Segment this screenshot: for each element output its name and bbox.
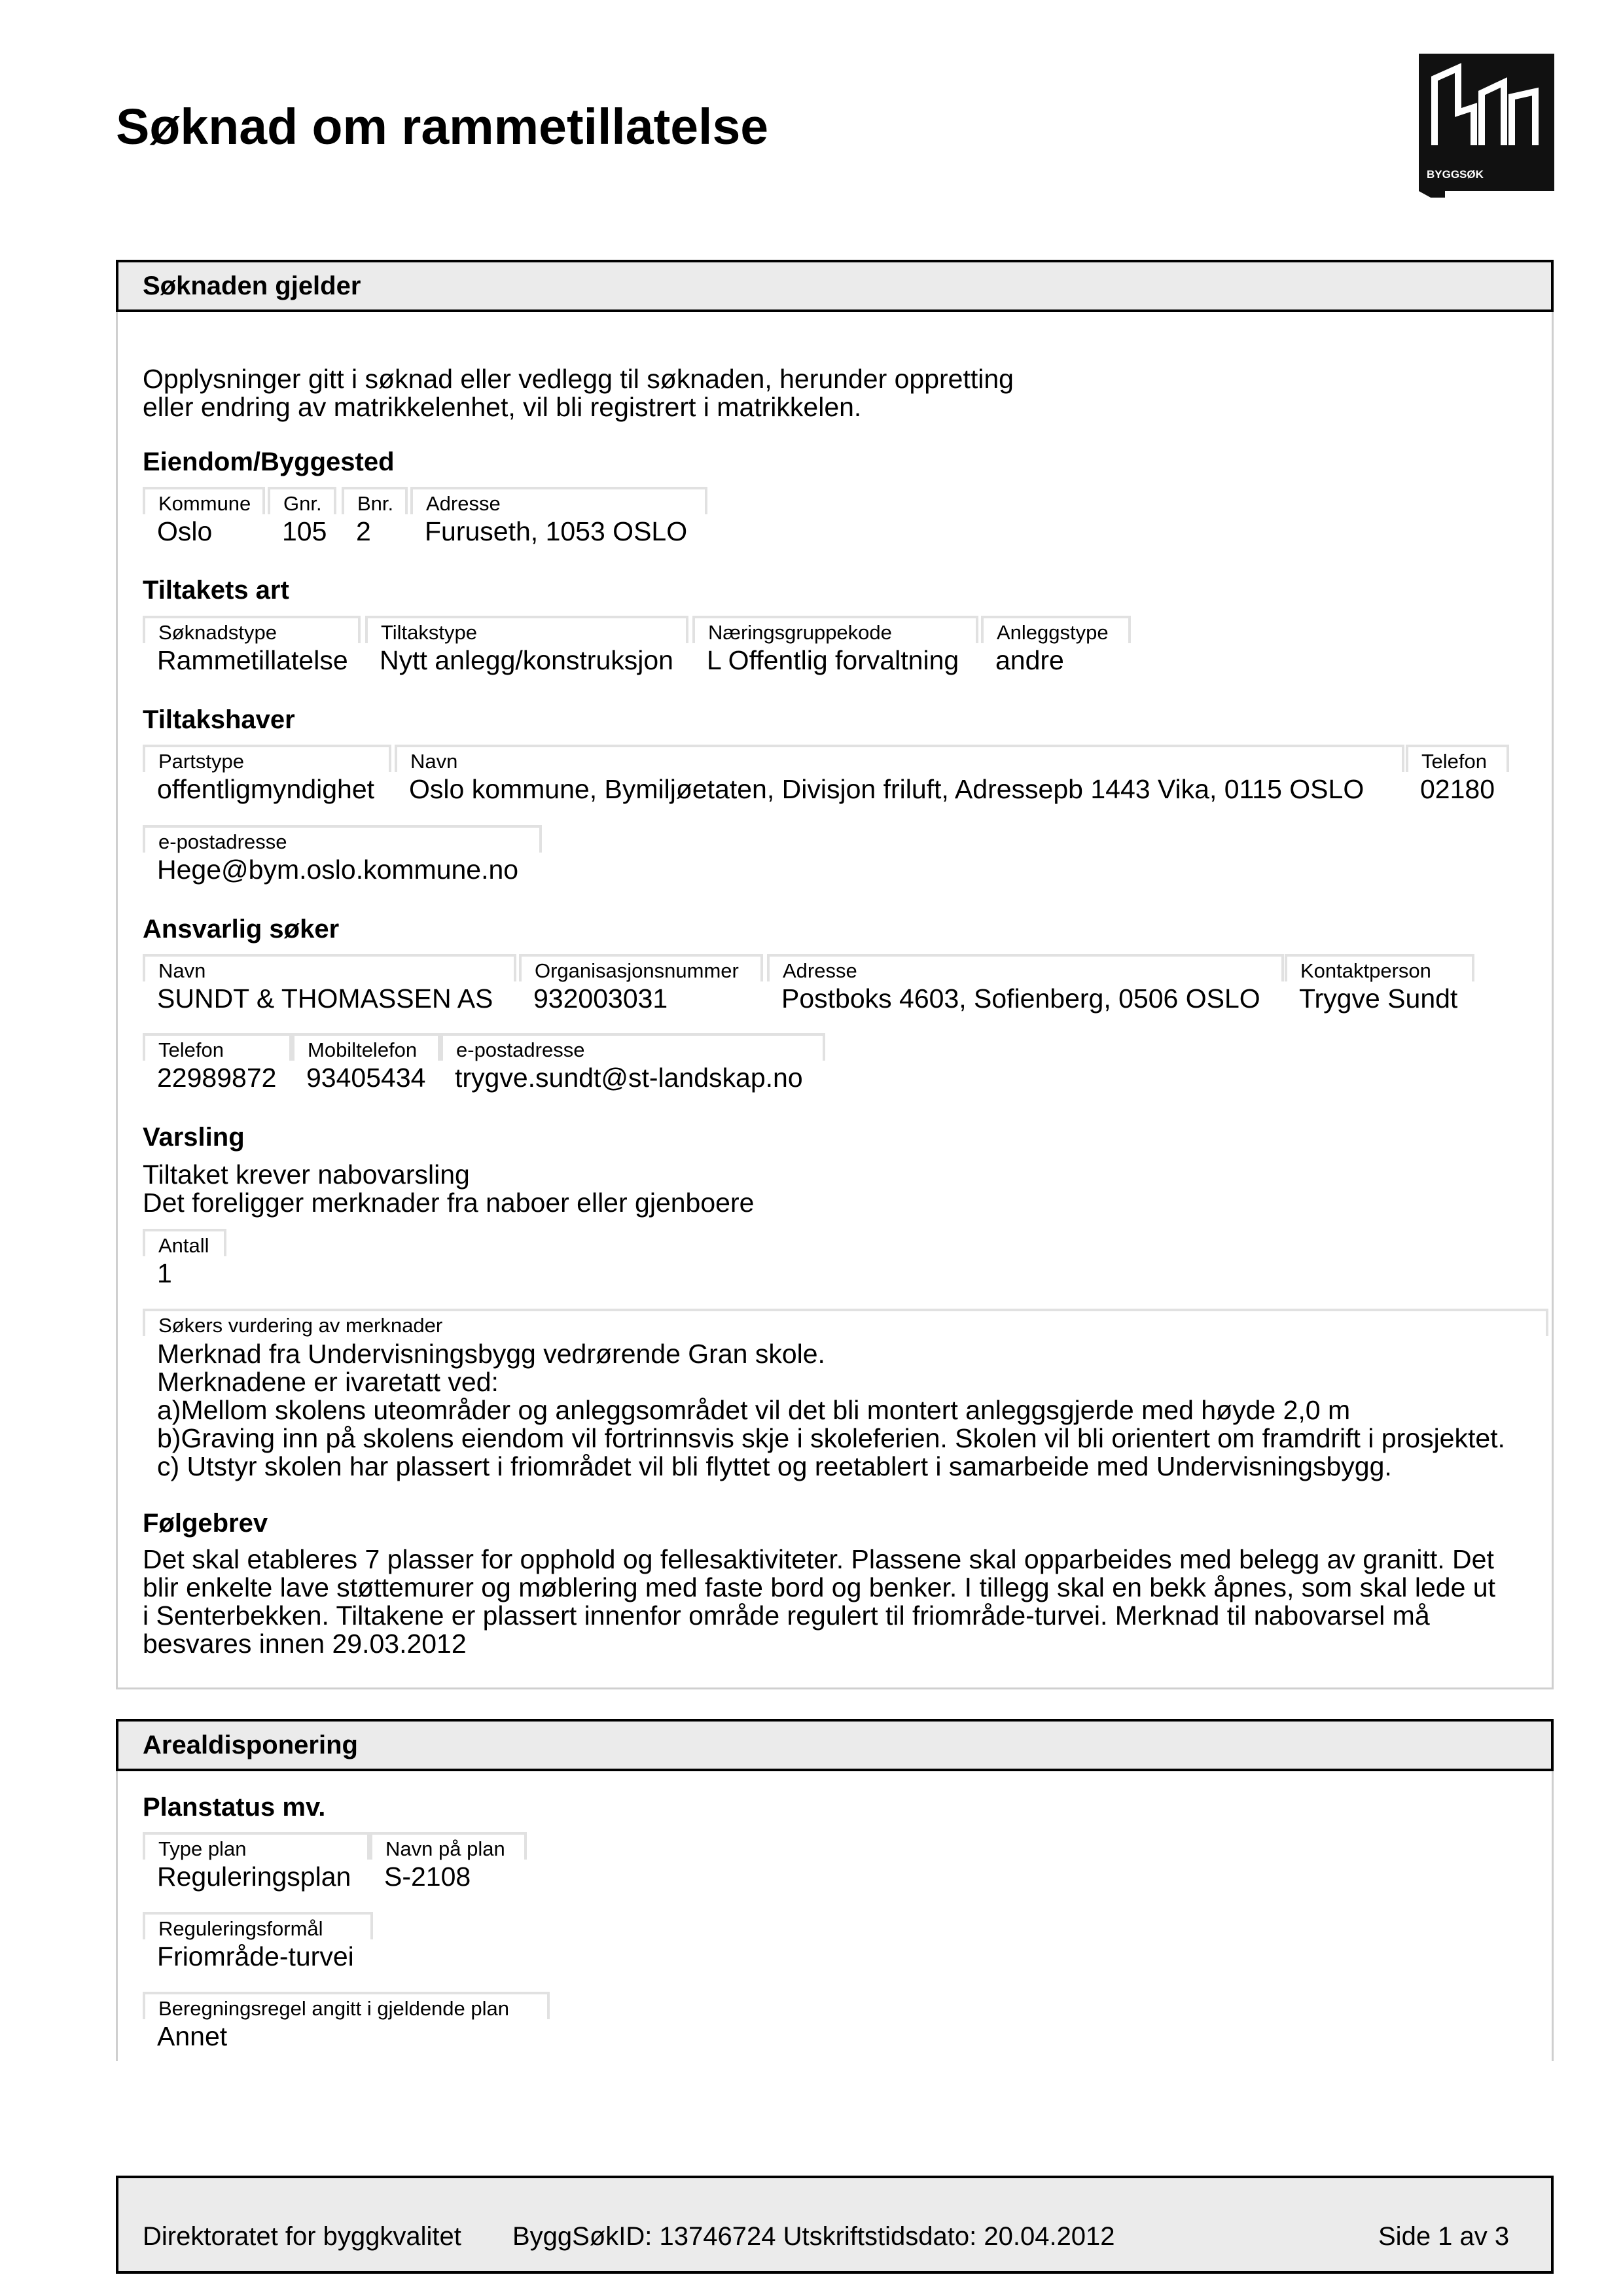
value-adresse-eiendom: Furuseth, 1053 OSLO — [425, 516, 688, 546]
value-sokers-vurdering: Merknad fra Undervisningsbygg vedrørende Gran skole. Merknadene er ivaretatt ved: a)Mellom skolens uteområder og anleggsområdet vil det bli montert anleggsgjerde med høyde 2,0 m b)Graving inn på skolens eiendom vil fortrinnsvis skje i skoleferien. Skolen vil bli orientert om framdrift i prosjektet. c) Utstyr skolen har plassert i friområdet vil bli flyttet og reetablert i samarbeide med Undervisningsbygg. — [157, 1339, 1505, 1481]
value-naeringsgruppekode: L Offentlig forvaltning — [707, 645, 959, 675]
value-kommune: Oslo — [157, 516, 213, 546]
field-orgnr — [519, 954, 763, 1016]
label-epost-soker: e-postadresse — [440, 1033, 825, 1061]
value-epost-tiltakshaver: Hege@bym.oslo.kommune.no — [157, 855, 519, 885]
heading-folgebrev: Følgebrev — [143, 1509, 268, 1538]
label-bnr: Bnr. — [342, 487, 408, 514]
label-tiltakstype: Tiltakstype — [365, 616, 688, 643]
label-beregningsregel: Beregningsregel angitt i gjeldende plan — [143, 1992, 550, 2019]
section-header-arealdisponering: Arealdisponering — [116, 1719, 1554, 1771]
footer-org: Direktoratet for byggkvalitet — [143, 2222, 461, 2251]
value-reguleringsformal: Friområde-turvei — [157, 1941, 354, 1971]
field-mobiltelefon — [292, 1033, 440, 1095]
label-gnr: Gnr. — [268, 487, 336, 514]
value-navn-tiltakshaver: Oslo kommune, Bymiljøetaten, Divisjon friluft, Adressepb 1443 Vika, 0115 OSLO — [409, 774, 1364, 804]
heading-planstatus: Planstatus mv. — [143, 1793, 326, 1822]
field-kommune — [143, 487, 265, 548]
field-adresse-soker — [767, 954, 1284, 1016]
value-mobiltelefon: 93405434 — [306, 1063, 426, 1093]
label-naeringsgruppekode: Næringsgruppekode — [692, 616, 978, 643]
value-navn-soker: SUNDT & THOMASSEN AS — [157, 983, 493, 1014]
value-antall: 1 — [157, 1258, 172, 1288]
field-adresse-eiendom — [410, 487, 707, 548]
label-adresse-eiendom: Adresse — [410, 487, 707, 514]
field-telefon-tiltakshaver — [1406, 745, 1509, 806]
field-navn-soker — [143, 954, 516, 1016]
label-kontaktperson: Kontaktperson — [1285, 954, 1474, 981]
value-telefon-tiltakshaver: 02180 — [1420, 774, 1495, 804]
label-adresse-soker: Adresse — [767, 954, 1284, 981]
field-bnr — [342, 487, 408, 548]
field-beregningsregel — [143, 1992, 550, 2053]
value-telefon-soker: 22989872 — [157, 1063, 277, 1093]
value-epost-soker: trygve.sundt@st-landskap.no — [455, 1063, 803, 1093]
field-gnr — [268, 487, 336, 548]
value-navn-plan: S-2108 — [384, 1862, 471, 1892]
field-tiltakstype — [365, 616, 688, 677]
label-orgnr: Organisasjonsnummer — [519, 954, 763, 981]
field-reguleringsformal — [143, 1912, 373, 1973]
value-tiltakstype: Nytt anlegg/konstruksjon — [380, 645, 673, 675]
heading-ansvarlig-soker: Ansvarlig søker — [143, 915, 340, 944]
folgebrev-text: Det skal etableres 7 plasser for opphold og fellesaktiviteter. Plassene skal opparbeides med belegg av granitt. Det blir enkelte lave støttemurer og møblering med faste bord og benker. I tillegg skal en bekk åpnes, som skal lede ut i Senterbekken. Tiltakene er plassert innenfor område regulert til friområde-turvei. Merknad til nabovarsel må besvares innen 29.03.2012 — [143, 1544, 1495, 1659]
field-naeringsgruppekode — [692, 616, 978, 677]
value-orgnr: 932003031 — [533, 983, 668, 1014]
value-gnr: 105 — [282, 516, 327, 546]
field-navn-plan — [370, 1832, 527, 1894]
field-anleggstype — [981, 616, 1131, 677]
field-type-plan — [143, 1832, 370, 1894]
value-soknadstype: Rammetillatelse — [157, 645, 348, 675]
value-bnr: 2 — [356, 516, 371, 546]
value-type-plan: Reguleringsplan — [157, 1862, 351, 1892]
label-anleggstype: Anleggstype — [981, 616, 1131, 643]
field-kontaktperson — [1285, 954, 1474, 1016]
value-anleggstype: andre — [995, 645, 1064, 675]
field-epost-soker — [440, 1033, 825, 1095]
logo-text: BYGGSØK — [1427, 168, 1484, 181]
label-navn-plan: Navn på plan — [370, 1832, 527, 1860]
label-soknadstype: Søknadstype — [143, 616, 361, 643]
label-type-plan: Type plan — [143, 1832, 370, 1860]
footer-id: ByggSøkID: 13746724 Utskriftstidsdato: 20.04.2012 — [512, 2222, 1115, 2251]
varsling-text: Tiltaket krever nabovarsling Det foreligger merknader fra naboer eller gjenboere — [143, 1159, 755, 1218]
label-partstype: Partstype — [143, 745, 391, 772]
field-antall — [143, 1229, 226, 1290]
label-sokers-vurdering: Søkers vurdering av merknader — [143, 1309, 1548, 1336]
label-telefon-tiltakshaver: Telefon — [1406, 745, 1509, 772]
field-soknadstype — [143, 616, 361, 677]
label-reguleringsformal: Reguleringsformål — [143, 1912, 373, 1939]
value-beregningsregel: Annet — [157, 2021, 228, 2051]
label-antall: Antall — [143, 1229, 226, 1256]
label-navn-tiltakshaver: Navn — [395, 745, 1404, 772]
label-epost-tiltakshaver: e-postadresse — [143, 825, 542, 853]
value-kontaktperson: Trygve Sundt — [1299, 983, 1458, 1014]
heading-eiendom: Eiendom/Byggested — [143, 448, 395, 476]
intro-text: Opplysninger gitt i søknad eller vedlegg til søknaden, herunder oppretting eller endring av matrikkelenhet, vil bli registrert i matrikkelen. — [143, 364, 1014, 422]
section-header-soknaden-gjelder: Søknaden gjelder — [116, 260, 1554, 312]
field-partstype — [143, 745, 391, 806]
label-mobiltelefon: Mobiltelefon — [292, 1033, 440, 1061]
value-partstype: offentligmyndighet — [157, 774, 375, 804]
document-title: Søknad om rammetillatelse — [116, 99, 769, 155]
byggsok-logo — [1419, 54, 1554, 198]
label-kommune: Kommune — [143, 487, 265, 514]
field-epost-tiltakshaver — [143, 825, 542, 887]
heading-varsling: Varsling — [143, 1123, 245, 1152]
label-navn-soker: Navn — [143, 954, 516, 981]
field-navn-tiltakshaver — [395, 745, 1404, 806]
heading-tiltakets-art: Tiltakets art — [143, 576, 289, 605]
footer-page-number: Side 1 av 3 — [1378, 2222, 1510, 2251]
value-adresse-soker: Postboks 4603, Sofienberg, 0506 OSLO — [781, 983, 1260, 1014]
heading-tiltakshaver: Tiltakshaver — [143, 705, 295, 734]
label-telefon-soker: Telefon — [143, 1033, 292, 1061]
field-telefon-soker — [143, 1033, 292, 1095]
field-sokers-vurdering — [143, 1309, 1548, 1481]
